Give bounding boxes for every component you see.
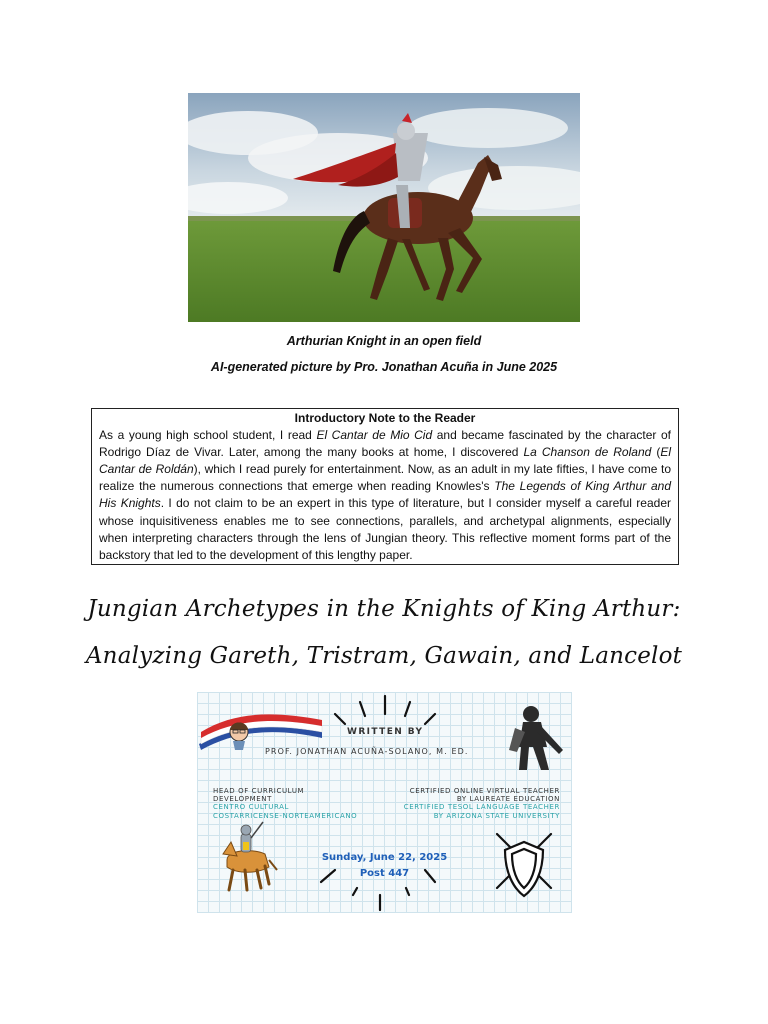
hero-knight-image xyxy=(188,93,580,322)
author-role-left xyxy=(213,787,357,820)
note-text-run: and became fascinated by the character of Rodrigo Díaz de Vivar. Later, among the many books at home, I discovered xyxy=(99,428,672,460)
note-text-run: As a young high school student, I read xyxy=(99,428,317,443)
note-book-title: The Legends of King Arthur and His Knights xyxy=(99,479,671,511)
shield-crossed-swords-icon xyxy=(497,834,551,896)
intro-note-body xyxy=(99,427,671,564)
note-book-title: La Chanson de Roland xyxy=(523,445,652,460)
intro-note-box xyxy=(91,408,679,565)
author-avatar-icon xyxy=(230,723,248,751)
left-role-line-1: HEAD OF CURRICULUM xyxy=(213,787,305,795)
left-role-sub-2: COSTARRICENSE-NORTEAMERICANO xyxy=(213,811,358,820)
right-role-sub-2: BY ARIZONA STATE UNIVERSITY xyxy=(433,811,560,820)
knight-on-horse-illustration xyxy=(188,93,580,322)
image-caption-title: Arthurian Knight in an open field xyxy=(286,334,482,348)
armored-knight-icon xyxy=(509,706,563,770)
note-book-title: El Cantar de Roldán xyxy=(99,445,671,477)
costa-rica-flag-ribbon xyxy=(199,714,322,750)
note-text-run: . I do not claim to be an expert in this type of literature, but I consider myself a careful reader whose inquisitiveness enables me to see connections, parallels, and archetypal alignments, especially when interpreting characters through the lens of Jungian theory. This reflective moment forms part of the backstory that led to the development of this lengthy paper. xyxy=(99,496,671,562)
author-banner xyxy=(197,692,572,913)
left-role-sub-1: CENTRO CULTURAL xyxy=(213,803,290,812)
image-caption-credit: AI-generated picture by Pro. Jonathan Acuña in June 2025 xyxy=(210,360,558,374)
right-role-line-2: BY LAUREATE EDUCATION xyxy=(456,795,560,804)
right-role-line-1: CERTIFIED ONLINE VIRTUAL TEACHER xyxy=(409,787,560,795)
article-title-line-1: Jungian Archetypes in the Knights of King Arthur: xyxy=(87,596,681,622)
article-title-line-2: Analyzing Gareth, Tristram, Gawain, and Lancelot xyxy=(85,643,683,669)
post-date: Sunday, June 22, 2025 xyxy=(321,852,448,863)
intro-note-title: Introductory Note to the Reader xyxy=(294,411,476,425)
right-role-sub-1: CERTIFIED TESOL LANGUAGE TEACHER xyxy=(403,803,560,812)
author-name: PROF. JONATHAN ACUÑA-SOLANO, M. ED. xyxy=(265,747,469,756)
left-role-line-2: DEVELOPMENT xyxy=(213,795,272,804)
note-text-run: ( xyxy=(651,445,661,460)
author-role-right xyxy=(404,787,560,820)
note-text-run: ), which I read purely for entertainment. Now, as an adult in my late fifties, I have come to realize the numerous connections that emerge when reading Knowles's xyxy=(99,462,671,494)
written-by-label: WRITTEN BY xyxy=(347,727,424,737)
post-number: Post 447 xyxy=(359,868,410,879)
note-book-title: El Cantar de Mio Cid xyxy=(316,428,433,443)
